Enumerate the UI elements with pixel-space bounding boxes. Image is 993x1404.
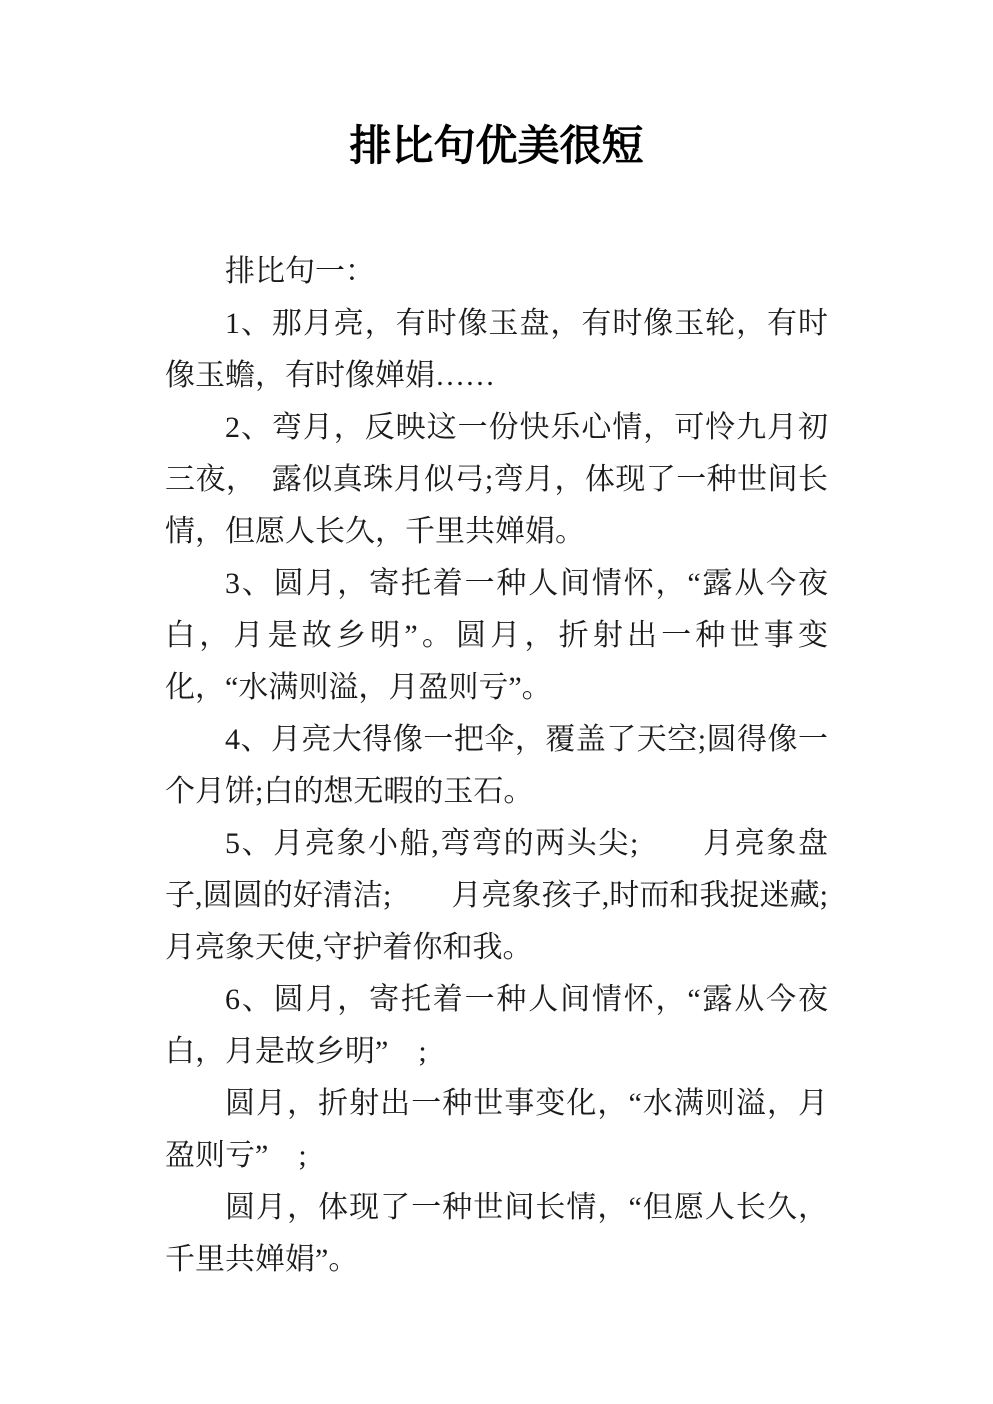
- paragraph-5: 5、月亮象小船,弯弯的两头尖; 月亮象盘子,圆圆的好清洁; 月亮象孩子,时而和我捉迷藏; 月亮象天使,守护着你和我。: [165, 827, 888, 964]
- section-label: 排比句一：: [225, 255, 375, 288]
- paragraph-4: 4、月亮大得像一把伞，覆盖了天空;圆得像一个月饼;白的想无暇的玉石。: [165, 723, 828, 808]
- paragraph-8: 圆月，体现了一种世间长情，“但愿人长久，千里共婵娟”。: [165, 1191, 828, 1276]
- paragraph-1: 1、那月亮，有时像玉盘，有时像玉轮，有时像玉蟾，有时像婵娟……: [165, 307, 828, 392]
- paragraph-2: 2、弯月，反映这一份快乐心情，可怜九月初三夜， 露似真珠月似弓;弯月，体现了一种世间长情，但愿人长久，千里共婵娟。: [165, 411, 828, 548]
- document-title: 排比句优美很短: [349, 122, 644, 169]
- paragraph-6: 6、圆月，寄托着一种人间情怀，“露从今夜白，月是故乡明” ;: [165, 983, 828, 1068]
- paragraph-7: 圆月，折射出一种世事变化，“水满则溢，月盈则亏” ;: [165, 1087, 828, 1172]
- paragraph-3: 3、圆月，寄托着一种人间情怀，“露从今夜白，月是故乡明”。圆月，折射出一种世事变化，“水满则溢，月盈则亏”。: [165, 567, 828, 704]
- document-body: [165, 246, 888, 1286]
